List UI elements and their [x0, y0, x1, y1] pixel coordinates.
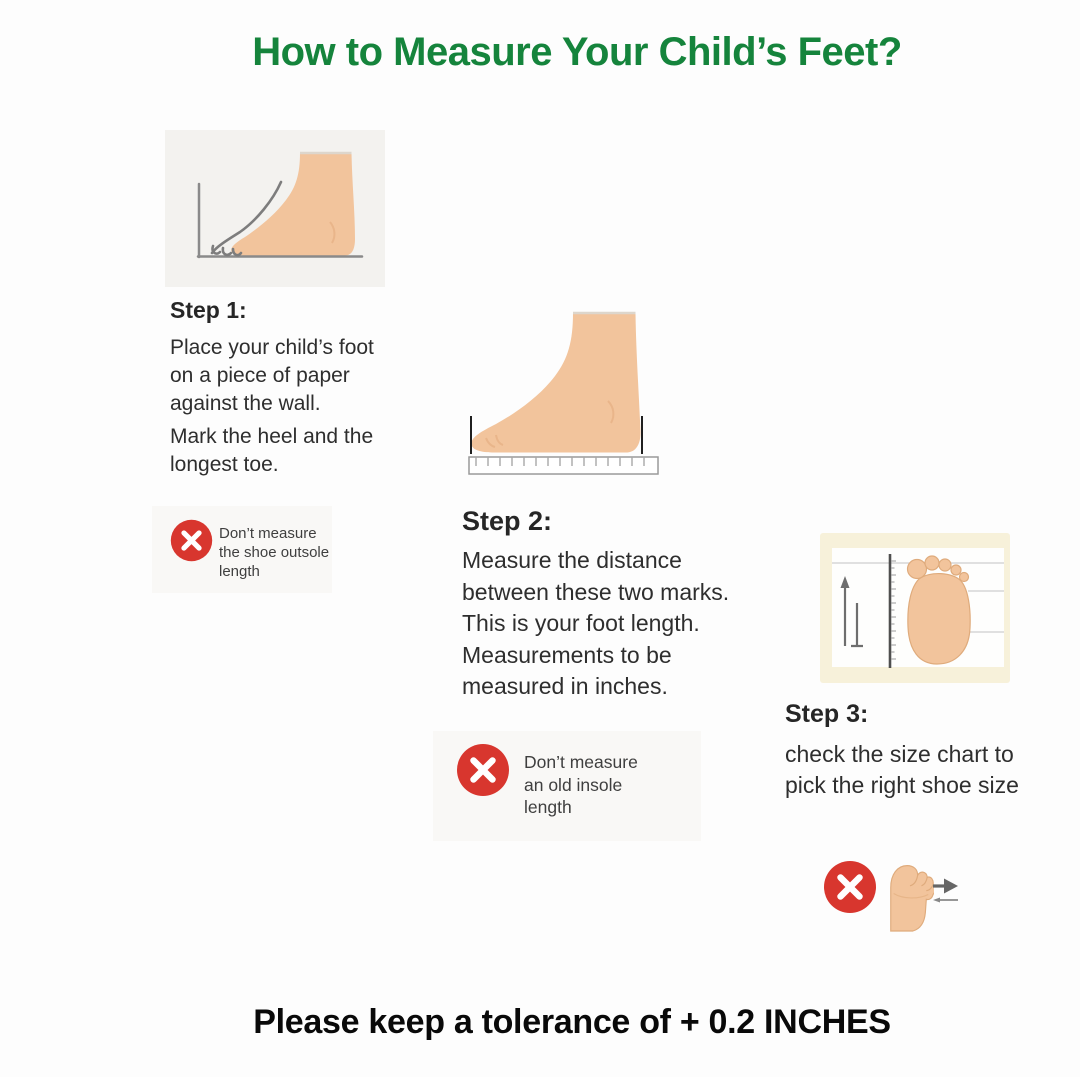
foot-side-shape [471, 313, 640, 453]
step1-warning-text: Don’t measure the shoe outsole length [219, 525, 330, 580]
foot-against-wall-illustration [165, 130, 385, 287]
toe [925, 556, 939, 570]
step1-instruction-1: Place your child’s foot on a piece of paper against the wall. [170, 336, 374, 415]
step3-heading: Step 3: [785, 700, 869, 728]
toe [951, 565, 961, 575]
foot-toes-icon [884, 855, 934, 932]
x-circle-icon [823, 860, 877, 914]
step2-warning-text: Don’t measure an old insole length [524, 752, 638, 817]
left-arrow-icon [933, 897, 959, 903]
step1-instruction-2: Mark the heel and the longest toe. [170, 425, 374, 476]
foot-on-size-chart-illustration [820, 533, 1010, 683]
foot-sole-shape [908, 574, 970, 664]
x-circle-icon [170, 519, 213, 562]
foot-on-ruler-illustration [460, 305, 660, 480]
page-title: How to Measure Your Child’s Feet? [252, 30, 902, 74]
step1-illustration [165, 130, 385, 287]
step2-instruction: Measure the distance between these two marks. This is your foot length. Measurements to be measured in inches. [462, 547, 730, 699]
little-toe [960, 573, 969, 582]
toe [939, 559, 951, 571]
step2-heading: Step 2: [462, 506, 553, 536]
right-arrow-icon [933, 876, 959, 896]
step3-instruction: check the size chart to pick the right shoe size [785, 741, 1019, 798]
x-circle-icon [456, 743, 510, 797]
ruler [469, 457, 658, 474]
step2-illustration [460, 305, 660, 480]
step3-illustration [820, 533, 1010, 683]
tolerance-note: Please keep a tolerance of + 0.2 INCHES [253, 1003, 891, 1041]
big-toe [908, 560, 927, 579]
step1-heading: Step 1: [170, 297, 247, 323]
